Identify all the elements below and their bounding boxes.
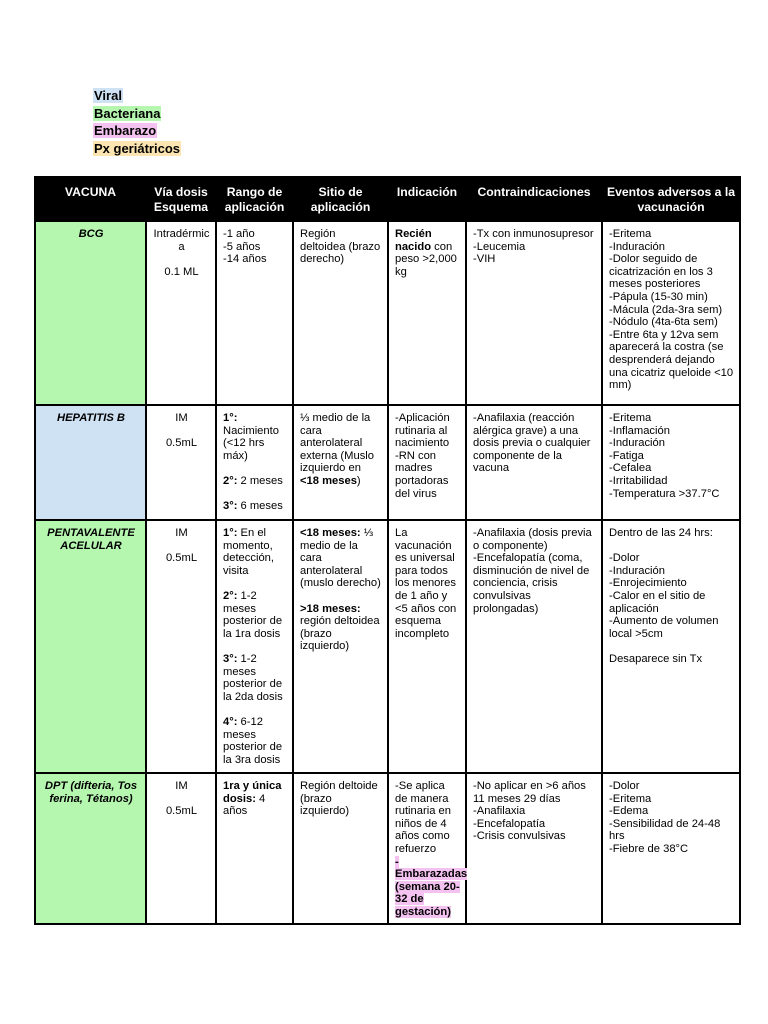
evento-line: -Temperatura >37.7°C [609, 487, 720, 500]
sitio-bold: >18 meses: [300, 602, 361, 615]
dose-text: Nacimiento (<12 hrs máx) [223, 424, 279, 462]
legend-bacteriana: Bacteriana [94, 105, 161, 121]
eventos-penta [602, 520, 740, 773]
eventos-dpt [602, 773, 740, 924]
sitio-text: región deltoidea (brazo izquierdo) [300, 615, 380, 653]
evento-line: -Sensibilidad de 24-48 hrs [609, 817, 721, 843]
evento-line: -Entre 6ta y 12va sem aparecerá la costra (se desprenderá dejando una cicatriz queloide <10 mm) [609, 328, 734, 392]
evento-line: -Induración [609, 564, 665, 577]
indicacion-line: -Se aplica de manera rutinaria en niños de 4 años como refuerzo [395, 780, 451, 855]
contra-line: -Encefalopatía (coma, disminución de nivel de conciencia, crisis convulsivas prolongadas) [473, 552, 590, 615]
header-vacuna: VACUNA [35, 177, 146, 221]
via-hepb [146, 405, 216, 520]
sitio-text: ⅓ medio de la cara anterolateral externa (Muslo izquierdo en [300, 412, 374, 475]
indicacion-dpt [388, 773, 466, 924]
dose-label: 3°: [223, 652, 238, 665]
header-eventos: Eventos adversos a la vacunación [602, 177, 740, 221]
rango-line: -5 años [223, 240, 261, 253]
rango-text: 4 años [223, 792, 266, 818]
evento-line: -Eritema [609, 792, 652, 805]
legend-embarazo: Embarazo [94, 123, 157, 138]
indicacion-penta: La vacunación es universal para todos los menores de 1 año y <5 años con esquema incompleto [388, 520, 466, 773]
rango-penta [216, 520, 293, 773]
contra-line: -Tx con inmunosupresor [473, 228, 594, 240]
eventos-intro: Dentro de las 24 hrs: [609, 527, 713, 539]
dose-text: En el momento, detección, visita [223, 527, 274, 577]
evento-line: -Irritabilidad [609, 474, 668, 487]
rango-line: -1 año [223, 228, 255, 240]
contra-line: -Crisis convulsivas [473, 830, 566, 843]
rango-line: -14 años [223, 253, 267, 266]
sitio-penta [293, 520, 388, 773]
eventos-bcg [602, 221, 740, 405]
legend-viral: Viral [94, 88, 122, 103]
evento-line: -Dolor seguido de cicatrización en los 3 meses posteriores [609, 253, 713, 291]
sitio-dpt: Región deltoide (brazo izquierdo) [293, 773, 388, 924]
evento-line: -Nódulo (4ta-6ta sem) [609, 316, 718, 329]
dose-text: 1-2 meses posterior de la 1ra dosis [223, 589, 283, 640]
header-rango: Rango de aplicación [216, 177, 293, 221]
contra-dpt [466, 773, 602, 924]
vaccine-name-bcg: BCG [35, 221, 146, 405]
vaccine-name-hepatitis-b: HEPATITIS B [35, 405, 146, 520]
evento-line: -Fatiga [609, 449, 644, 462]
evento-line: -Calor en el sitio de aplicación [609, 589, 706, 615]
contra-line: -Anafilaxia (dosis previa o componente) [473, 527, 592, 552]
indicacion-line: -Aplicación rutinaria al nacimiento [395, 412, 450, 450]
via-dose: 0.1 ML [164, 265, 199, 278]
indicacion-bold: Recién nacido [395, 228, 432, 253]
table-row-dpt [35, 773, 740, 924]
evento-line: -Eritema [609, 228, 652, 240]
evento-line: -Enrojecimiento [609, 577, 687, 590]
contra-line: -Encefalopatía [473, 817, 546, 830]
dose-label: 3°: [223, 500, 238, 513]
sitio-bcg: Región deltoidea (brazo derecho) [293, 221, 388, 405]
evento-line: -Induración [609, 437, 665, 450]
vaccine-name-pentavalente: PENTAVALENTE ACELULAR [35, 520, 146, 773]
sitio-bold: <18 meses [300, 474, 357, 487]
evento-line: -Cefalea [609, 462, 652, 475]
indicacion-text: con peso >2,000 kg [395, 240, 457, 278]
indicacion-line: -RN con madres portadoras del virus [395, 449, 449, 500]
evento-line: -Eritema [609, 412, 652, 424]
vaccine-table [34, 176, 741, 925]
dose-text: 6-12 meses posterior de la 3ra dosis [223, 715, 283, 766]
via-dose: 0.5mL [165, 437, 198, 450]
header-contraindicaciones: Contraindicaciones [466, 177, 602, 221]
dose-text: 6 meses [237, 500, 283, 513]
evento-line: -Inflamación [609, 424, 670, 437]
evento-line: -Pápula (15-30 min) [609, 290, 708, 303]
evento-line: -Induración [609, 240, 665, 253]
contra-line: -No aplicar en >6 años 11 meses 29 días [473, 780, 586, 805]
evento-line: -Edema [609, 805, 649, 818]
color-legend [93, 87, 181, 157]
contra-line: -Leucemia [473, 240, 526, 253]
rango-bcg [216, 221, 293, 405]
via-dose: 0.5mL [165, 805, 198, 818]
evento-line: -Dolor [609, 780, 640, 792]
eventos-outro: Desaparece sin Tx [609, 652, 703, 665]
dose-label: 1°: [223, 412, 238, 424]
evento-line: -Fiebre de 38°C [609, 842, 689, 855]
header-via: Vía dosis Esquema [146, 177, 216, 221]
indicacion-embarazo-highlight: -Embarazadas (semana 20-32 de gestación) [395, 855, 468, 918]
via-dpt [146, 773, 216, 924]
via-route: IM [175, 527, 188, 539]
via-dose: 0.5mL [165, 552, 198, 565]
via-route: IM [175, 412, 188, 424]
via-route: Intradérmica [153, 228, 210, 253]
via-penta [146, 520, 216, 773]
rango-hepb [216, 405, 293, 520]
dose-label: 4°: [223, 715, 238, 728]
contra-bcg [466, 221, 602, 405]
sitio-text: ⅓ medio de la cara anterolateral (muslo derecho) [300, 527, 381, 590]
table-row-hepatitis-b [35, 405, 740, 520]
via-bcg [146, 221, 216, 405]
dose-label: 2°: [223, 474, 238, 487]
rango-bold: 1ra y única dosis: [223, 780, 282, 805]
table-row-bcg [35, 221, 740, 405]
dose-text: 1-2 meses posterior de la 2da dosis [223, 652, 283, 703]
evento-line: -Aumento de volumen local >5cm [609, 615, 719, 640]
sitio-bold: <18 meses: [300, 527, 361, 539]
header-indicacion: Indicación [388, 177, 466, 221]
dose-label: 1°: [223, 527, 238, 539]
indicacion-bcg [388, 221, 466, 405]
evento-line: -Mácula (2da-3ra sem) [609, 303, 723, 316]
dose-label: 2°: [223, 589, 238, 602]
table-row-pentavalente [35, 520, 740, 773]
table-header-row [35, 177, 740, 221]
rango-dpt [216, 773, 293, 924]
contra-line: -Anafilaxia [473, 805, 526, 818]
contra-penta [466, 520, 602, 773]
indicacion-hepb [388, 405, 466, 520]
legend-geriatricos: Px geriátricos [94, 140, 180, 156]
sitio-hepb [293, 405, 388, 520]
contra-hepb: -Anafilaxia (reacción alérgica grave) a una dosis previa o cualquier componente de la vacuna [466, 405, 602, 520]
via-route: IM [175, 780, 188, 792]
header-sitio: Sitio de aplicación [293, 177, 388, 221]
vaccine-name-dpt: DPT (difteria, Tos ferina, Tétanos) [35, 773, 146, 924]
sitio-text: ) [356, 474, 361, 487]
eventos-hepb [602, 405, 740, 520]
contra-line: -VIH [473, 253, 496, 266]
dose-text: 2 meses [237, 474, 283, 487]
evento-line: -Dolor [609, 552, 640, 565]
